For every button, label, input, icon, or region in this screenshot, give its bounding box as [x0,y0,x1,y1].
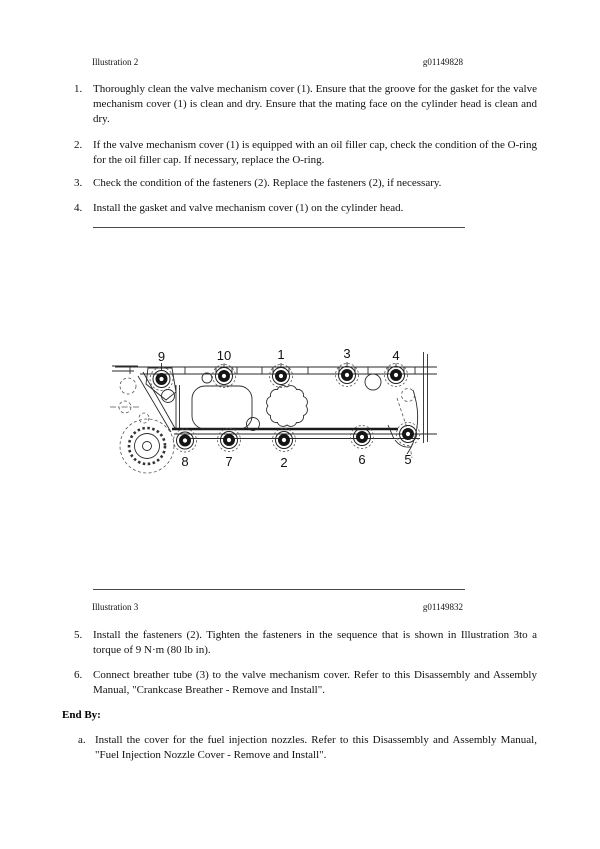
flange-hole-left [202,373,212,383]
divider-top [93,227,465,228]
fastener-label-5: 5 [404,452,412,467]
step-item-2 [74,138,537,168]
step-text: Install the cover for the fuel injection nozzles. Refer to this Disassembly and Assembly Manual, "Fuel Injection Nozzle Cover - Remove and Install". [95,734,537,761]
step-item-1 [74,82,537,127]
step-marker: 3. [74,177,83,189]
step-text: If the valve mechanism cover (1) is equipped with an oil filler cap, check the condition of the O-ring for the oil filler cap. If necessary, replace the O-ring. [93,139,537,166]
valve-cover-diagram [110,340,450,480]
fastener-label-2: 2 [280,455,288,470]
bolt-8 [174,429,197,452]
step-text: Install the fasteners (2). Tighten the fasteners in the sequence that is shown in Illustration 3to a torque of 9 N·m (80 lb in). [93,629,537,656]
illustration3-label: Illustration 3 [92,602,139,612]
cover-left-crease [176,385,180,428]
step-item-5 [74,628,537,658]
step-text: Connect breather tube (3) to the valve mechanism cover. Refer to this Disassembly and Assembly Manual, "Crankcase Breather - Remove and Install". [93,669,537,696]
fastener-label-10: 10 [216,348,232,363]
illustration2-caption-row [92,57,463,68]
step-marker: a. [78,734,86,746]
hidden-rib-line [397,398,407,428]
bolt-9 [150,368,173,391]
step-marker: 1. [74,83,83,95]
oil-filler-cap [267,386,308,427]
fastener-label-1: 1 [277,347,285,362]
step-text: Install the gasket and valve mechanism cover (1) on the cylinder head. [93,202,404,214]
fastener-label-7: 7 [225,454,233,469]
end-by-heading: End By: [62,709,101,721]
step-text: Check the condition of the fasteners (2). Replace the fasteners (2), if necessary. [93,177,442,189]
fastener-label-4: 4 [392,348,400,363]
illustration3-ref: g01149832 [422,602,463,612]
divider-bottom [93,589,465,590]
fastener-label-8: 8 [181,454,189,469]
step-item-4 [74,201,537,216]
step-marker: 4. [74,202,83,214]
step-text: Thoroughly clean the valve mechanism cover (1). Ensure that the groove for the gasket for the valve mechanism cover (1) is clean and dry. Ensure that the mating face on the cylinder head is clean and dry. [93,83,537,125]
illustration2-label: Illustration 2 [92,57,139,67]
step-item-3 [74,176,537,191]
illustration2-ref: g01149828 [422,57,463,67]
step-marker: 5. [74,629,83,641]
bolt-2 [273,429,296,452]
cover-opening [192,386,252,429]
hidden-small-circle [139,413,149,423]
hidden-port-circle [402,389,415,402]
gear-detail [120,419,174,473]
step-marker: 6. [74,669,83,681]
cover-right-edge [424,352,428,443]
bolt-5 [397,423,420,446]
bolt-7 [218,429,241,452]
fastener-label-9: 9 [157,349,166,364]
hidden-bore-circle [120,378,136,394]
flange-hole-right [365,374,381,390]
fastener-label-3: 3 [343,346,351,361]
number-leader-ticks [162,362,397,370]
bracket-hole [162,390,175,403]
step-marker: 2. [74,139,83,151]
step-item-6 [74,668,537,698]
illustration3-caption-row [92,602,463,613]
end-by-step-a [78,733,537,763]
bolt-boss-lines [216,367,404,374]
fastener-label-6: 6 [358,452,366,467]
